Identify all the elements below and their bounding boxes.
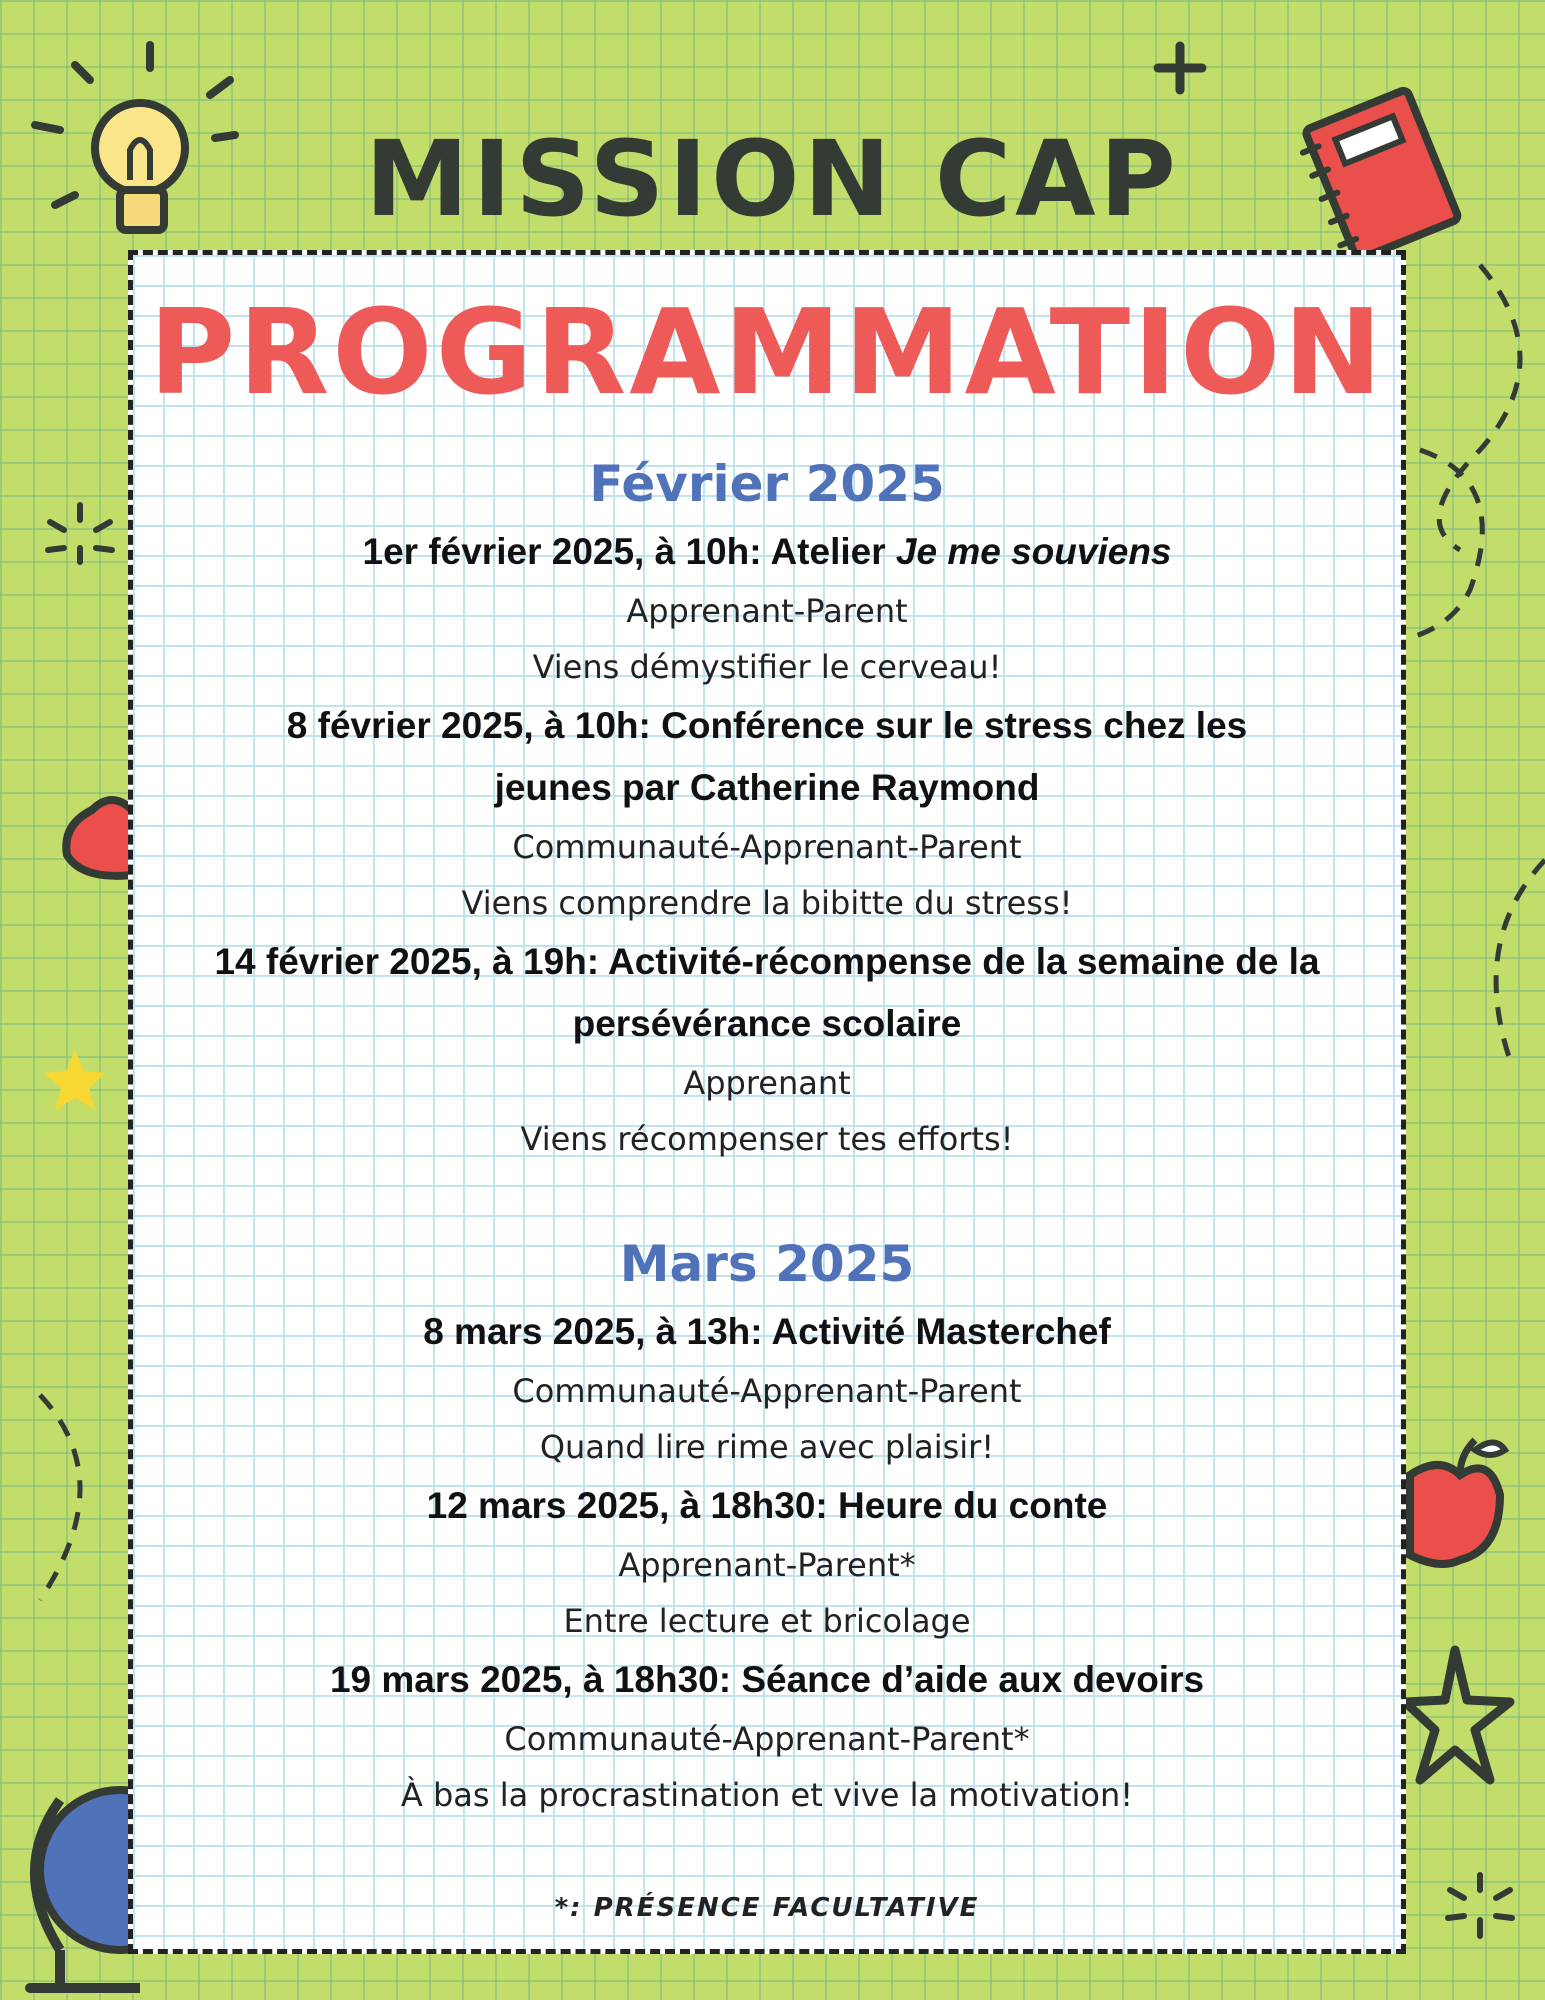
event-tagline: Viens récompenser tes efforts!	[520, 1120, 1014, 1158]
event-title: 19 mars 2025, à 18h30: Séance d’aide aux devoirs	[329, 1659, 1205, 1700]
apple-icon	[1400, 1420, 1510, 1570]
globe-icon	[0, 1760, 140, 2000]
event-title: 14 février 2025, à 19h: Activité-récompense de la semaine de la persévérance scolaire	[214, 941, 1320, 1044]
event-title: 1er février 2025, à 10h: Atelier Je me souviens	[362, 531, 1172, 572]
month-heading: Février 2025	[589, 455, 945, 513]
dashed-arc-decoration	[30, 1390, 100, 1610]
event-audience: Communauté-Apprenant-Parent	[512, 1372, 1022, 1410]
event-tagline: Entre lecture et bricolage	[563, 1602, 971, 1640]
heart-icon	[52, 780, 132, 890]
outline-star-icon	[1405, 1640, 1515, 1790]
event-audience: Communauté-Apprenant-Parent*	[504, 1720, 1030, 1758]
sparkle-icon	[1440, 1870, 1520, 1945]
event-tagline: Viens démystifier le cerveau!	[532, 648, 1002, 686]
event-audience: Apprenant	[683, 1064, 851, 1102]
event-audience: Apprenant-Parent*	[618, 1546, 916, 1584]
footnote: *: PRÉSENCE FACULTATIVE	[554, 1893, 980, 1923]
header-title: MISSION CAP	[365, 118, 1180, 240]
section-march	[133, 1235, 1401, 1823]
dashed-arc-decoration	[1480, 850, 1545, 1080]
page-title: PROGRAMMATION	[148, 283, 1386, 421]
star-icon	[40, 1045, 110, 1115]
event-title: 8 mars 2025, à 13h: Activité Masterchef	[423, 1311, 1111, 1352]
event-title: 8 février 2025, à 10h: Conférence sur le stress chez les jeunes par Catherine Raymond	[286, 705, 1248, 808]
program-panel	[128, 250, 1406, 1954]
event-tagline: À bas la procrastination et vive la motivation!	[400, 1776, 1134, 1814]
event-audience: Apprenant-Parent	[626, 592, 908, 630]
dashed-arc-decoration	[1400, 250, 1545, 650]
sparkle-icon	[40, 500, 120, 570]
event-tagline: Quand lire rime avec plaisir!	[539, 1428, 995, 1466]
event-title: 12 mars 2025, à 18h30: Heure du conte	[426, 1485, 1108, 1526]
month-heading: Mars 2025	[619, 1235, 915, 1293]
event-title-italic: Je me souviens	[895, 531, 1172, 572]
event-audience: Communauté-Apprenant-Parent	[512, 828, 1022, 866]
section-february	[133, 455, 1401, 1167]
event-tagline: Viens comprendre la bibitte du stress!	[461, 884, 1073, 922]
plus-icon	[1150, 38, 1210, 98]
